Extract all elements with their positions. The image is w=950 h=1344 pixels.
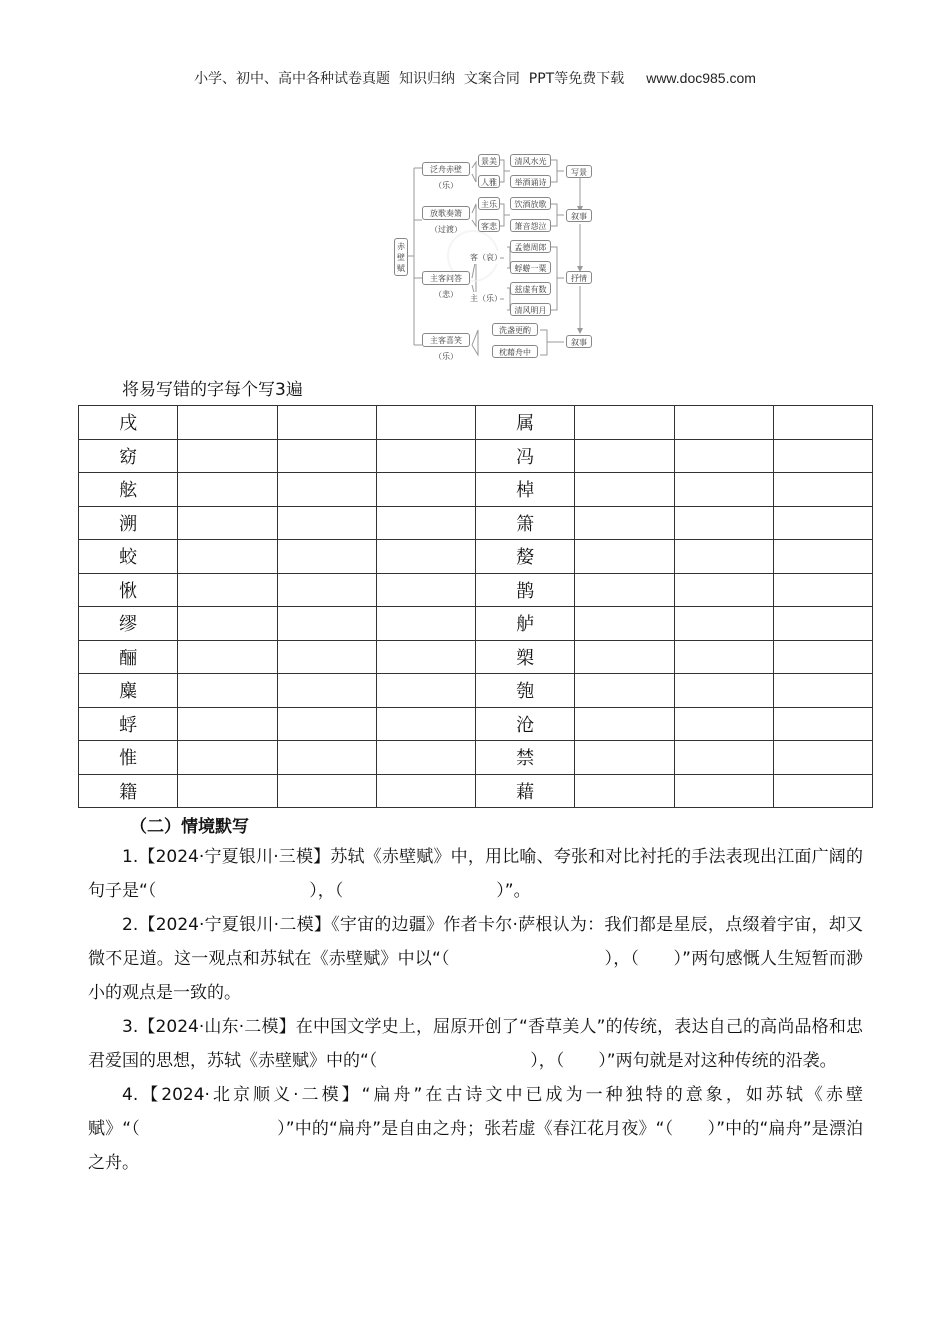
table-row [79, 540, 873, 574]
practice-cell[interactable] [575, 506, 674, 540]
practice-cell[interactable] [674, 439, 773, 473]
table-char-cell: 惟 [79, 741, 178, 775]
diagram-leaf: 洗盏更酌 [492, 323, 538, 336]
practice-cell[interactable] [277, 406, 376, 440]
table-char-cell: 溯 [79, 506, 178, 540]
practice-cell[interactable] [376, 573, 475, 607]
practice-cell[interactable] [376, 439, 475, 473]
practice-cell[interactable] [773, 540, 872, 574]
practice-cell[interactable] [178, 439, 277, 473]
table-char-cell: 舷 [79, 473, 178, 507]
practice-cell[interactable] [575, 607, 674, 641]
diagram-leaf: 清风明月 [510, 303, 551, 316]
section-title: （二）情境默写 [130, 817, 249, 837]
practice-cell[interactable] [674, 607, 773, 641]
table-row [79, 473, 873, 507]
practice-cell[interactable] [178, 506, 277, 540]
practice-cell[interactable] [575, 439, 674, 473]
practice-cell[interactable] [674, 573, 773, 607]
practice-cell[interactable] [277, 640, 376, 674]
table-char-cell: 槊 [476, 640, 575, 674]
practice-cell[interactable] [376, 506, 475, 540]
practice-cell[interactable] [277, 707, 376, 741]
diagram-branch-note: （悲） [434, 290, 458, 299]
practice-cell[interactable] [674, 473, 773, 507]
practice-cell[interactable] [376, 607, 475, 641]
practice-cell[interactable] [376, 406, 475, 440]
practice-cell[interactable] [575, 774, 674, 808]
header-url[interactable]: www.doc985.com [646, 70, 756, 86]
practice-cell[interactable] [773, 573, 872, 607]
table-char-cell: 禁 [476, 741, 575, 775]
diagram-branch-note: （乐） [434, 352, 458, 361]
diagram-mid-node: 人雅 [478, 175, 500, 188]
table-row [79, 506, 873, 540]
table-char-cell: 冯 [476, 439, 575, 473]
diagram-mid-node: 客悲 [478, 219, 500, 232]
practice-cell[interactable] [277, 439, 376, 473]
practice-cell[interactable] [575, 707, 674, 741]
practice-cell[interactable] [674, 674, 773, 708]
practice-cell[interactable] [178, 774, 277, 808]
practice-cell[interactable] [178, 607, 277, 641]
practice-cell[interactable] [376, 473, 475, 507]
practice-cell[interactable] [277, 674, 376, 708]
practice-cell[interactable] [674, 707, 773, 741]
table-row [79, 674, 873, 708]
page-header [0, 68, 950, 88]
table-char-cell: 蛟 [79, 540, 178, 574]
practice-cell[interactable] [178, 406, 277, 440]
header-text: 小学、初中、高中各种试卷真题 知识归纳 文案合同 PPT等免费下载 [194, 71, 625, 87]
practice-cell[interactable] [575, 741, 674, 775]
practice-cell[interactable] [277, 607, 376, 641]
diagram-leaf: 清风水光 [510, 154, 551, 167]
practice-cell[interactable] [575, 573, 674, 607]
question-list [88, 840, 863, 1180]
practice-cell[interactable] [178, 707, 277, 741]
table-char-cell: 酾 [79, 640, 178, 674]
diagram-branch: 泛舟赤壁 [422, 162, 470, 176]
diagram-leaf: 孟德周郎 [510, 240, 551, 253]
diagram-right-node: 抒情 [566, 271, 592, 284]
practice-cell[interactable] [376, 674, 475, 708]
practice-table [78, 405, 873, 808]
practice-cell[interactable] [674, 774, 773, 808]
table-char-cell: 籍 [79, 774, 178, 808]
practice-cell[interactable] [773, 406, 872, 440]
diagram-mid-node: 景美 [478, 154, 500, 167]
table-char-cell: 蜉 [79, 707, 178, 741]
table-char-cell: 舻 [476, 607, 575, 641]
diagram-mid-node: 客（哀） [470, 253, 502, 262]
practice-cell[interactable] [773, 674, 872, 708]
practice-cell[interactable] [376, 741, 475, 775]
table-row [79, 439, 873, 473]
table-row [79, 406, 873, 440]
practice-cell[interactable] [674, 540, 773, 574]
practice-cell[interactable] [277, 540, 376, 574]
practice-cell[interactable] [376, 640, 475, 674]
diagram-leaf: 箫音怨泣 [510, 219, 551, 232]
table-char-cell: 藉 [476, 774, 575, 808]
table-char-cell: 棹 [476, 473, 575, 507]
question-item: 1.【2024·宁夏银川·三模】苏轼《赤壁赋》中，用比喻、夸张和对比衬托的手法表现出江面广阔的句子是“（ ），（ ）”。 [88, 847, 863, 901]
practice-cell[interactable] [773, 439, 872, 473]
diagram-mid-node: 主乐 [478, 197, 500, 210]
practice-cell[interactable] [575, 640, 674, 674]
question-item: 2.【2024·宁夏银川·二模】《宇宙的边疆》作者卡尔·萨根认为：我们都是星辰，点缀着宇宙，却又微不足道。这一观点和苏轼在《赤壁赋》中以“（ ），（ ）”两句感慨人生短暂而渺小的观点是一致的。 [88, 915, 863, 1003]
diagram-mid-node: 主（乐） [470, 294, 502, 303]
question-item: 4.【2024·北京顺义·二模】“扁舟”在古诗文中已成为一种独特的意象，如苏轼《赤壁赋》“（ ）”中的“扁舟”是自由之舟；张若虚《春江花月夜》“（ ）”中的“扁舟”是漂泊之舟。 [88, 1085, 863, 1173]
practice-cell[interactable] [773, 473, 872, 507]
diagram-right-node: 写景 [566, 165, 592, 178]
practice-cell[interactable] [376, 774, 475, 808]
practice-cell[interactable] [773, 774, 872, 808]
practice-cell[interactable] [575, 406, 674, 440]
practice-cell[interactable] [773, 741, 872, 775]
practice-cell[interactable] [178, 540, 277, 574]
table-char-cell: 戌 [79, 406, 178, 440]
diagram-branch: 放歌奏箫 [422, 206, 470, 220]
practice-cell[interactable] [277, 506, 376, 540]
diagram-right-node: 叙事 [566, 209, 592, 222]
table-row [79, 774, 873, 808]
mind-map-diagram [392, 150, 602, 365]
table-char-cell: 鹊 [476, 573, 575, 607]
table-row [79, 573, 873, 607]
practice-cell[interactable] [277, 473, 376, 507]
diagram-branch: 主客喜笑 [422, 333, 470, 347]
diagram-root: 赤壁赋 [394, 238, 408, 276]
practice-cell[interactable] [178, 741, 277, 775]
practice-cell[interactable] [575, 473, 674, 507]
practice-cell[interactable] [674, 406, 773, 440]
practice-cell[interactable] [773, 640, 872, 674]
table-char-cell: 愀 [79, 573, 178, 607]
practice-cell[interactable] [376, 540, 475, 574]
practice-cell[interactable] [674, 741, 773, 775]
practice-cell[interactable] [674, 506, 773, 540]
diagram-right-node: 叙事 [566, 335, 592, 348]
table-row [79, 607, 873, 641]
table-row [79, 741, 873, 775]
table-char-cell: 匏 [476, 674, 575, 708]
practice-cell[interactable] [178, 573, 277, 607]
practice-cell[interactable] [773, 707, 872, 741]
table-char-cell: 属 [476, 406, 575, 440]
practice-cell[interactable] [773, 506, 872, 540]
practice-cell[interactable] [277, 573, 376, 607]
practice-cell[interactable] [178, 640, 277, 674]
diagram-branch: 主客问答 [422, 271, 470, 285]
practice-cell[interactable] [575, 674, 674, 708]
table-char-cell: 麋 [79, 674, 178, 708]
practice-cell[interactable] [575, 540, 674, 574]
practice-cell[interactable] [277, 741, 376, 775]
diagram-leaf: 举酒诵诗 [510, 175, 551, 188]
practice-cell[interactable] [178, 674, 277, 708]
table-char-cell: 箫 [476, 506, 575, 540]
practice-cell[interactable] [178, 473, 277, 507]
practice-cell[interactable] [376, 707, 475, 741]
diagram-branch-note: （乐） [434, 181, 458, 190]
diagram-leaf: 蜉蝣一粟 [510, 261, 551, 274]
table-row [79, 640, 873, 674]
diagram-leaf: 饮酒放歌 [510, 197, 551, 210]
diagram-leaf: 枕藉舟中 [492, 345, 538, 358]
table-char-cell: 窈 [79, 439, 178, 473]
table-char-cell: 沧 [476, 707, 575, 741]
practice-cell[interactable] [773, 607, 872, 641]
instruction-text: 将易写错的字每个写3遍 [122, 380, 303, 400]
diagram-branch-note: （过渡） [430, 225, 462, 234]
diagram-leaf: 兹虚有数 [510, 282, 551, 295]
practice-cell[interactable] [674, 640, 773, 674]
table-char-cell: 缪 [79, 607, 178, 641]
table-char-cell: 嫠 [476, 540, 575, 574]
question-item: 3.【2024·山东·二模】在中国文学史上，屈原开创了“香草美人”的传统，表达自己的高尚品格和忠君爱国的思想，苏轼《赤壁赋》中的“（ ），（ ）”两句就是对这种传统的沿袭。 [88, 1017, 863, 1071]
table-row [79, 707, 873, 741]
practice-cell[interactable] [277, 774, 376, 808]
